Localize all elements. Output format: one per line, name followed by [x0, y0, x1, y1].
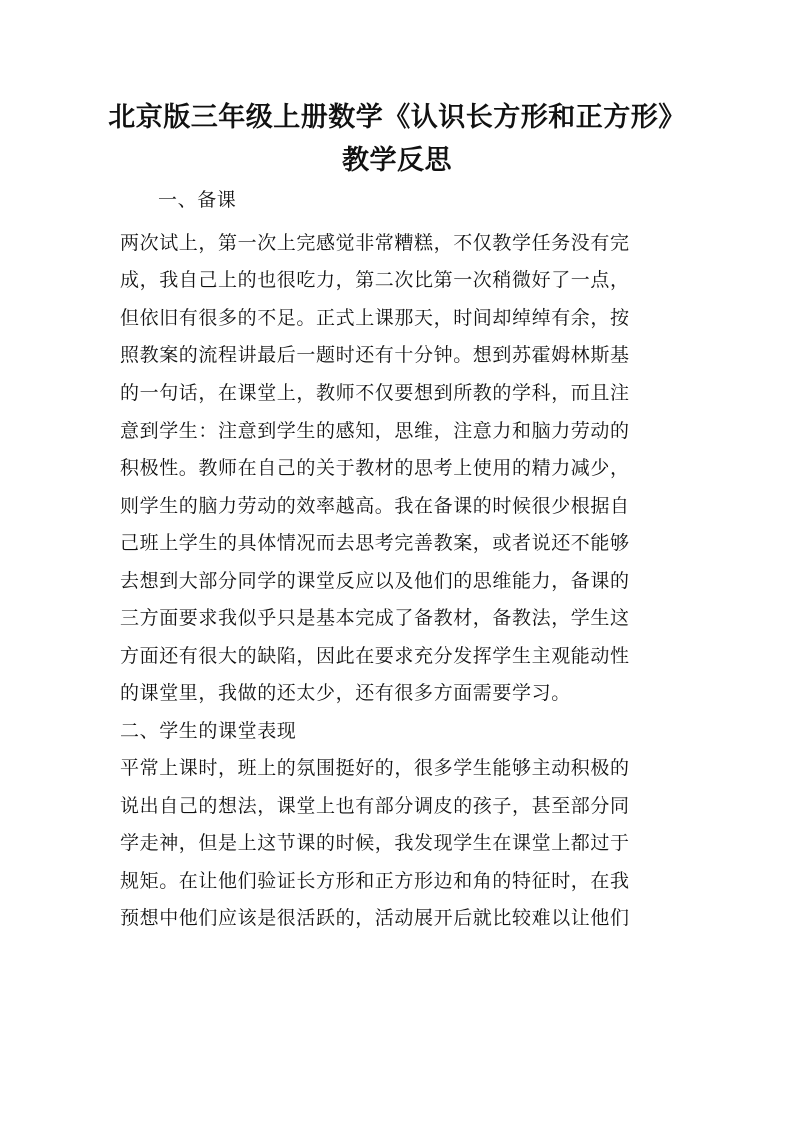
paragraph-line: 意到学生：注意到学生的感知，思维，注意力和脑力劳动的	[120, 420, 630, 442]
paragraph-line: 但依旧有很多的不足。正式上课那天，时间却绰绰有余，按	[120, 307, 630, 329]
paragraph-line: 平常上课时，班上的氛围挺好的，很多学生能够主动积极的	[120, 757, 630, 779]
paragraph-line: 照教案的流程讲最后一题时还有十分钟。想到苏霍姆林斯基	[120, 344, 630, 366]
paragraph-line: 的一句话，在课堂上，教师不仅要想到所教的学科，而且注	[120, 382, 630, 404]
paragraph-line: 规矩。在让他们验证长方形和正方形边和角的特征时，在我	[120, 870, 630, 892]
paragraph-line: 的课堂里，我做的还太少，还有很多方面需要学习。	[120, 682, 571, 704]
paragraph-line: 三方面要求我似乎只是基本完成了备教材，备教法，学生这	[120, 607, 630, 629]
paragraph-line: 方面还有很大的缺陷，因此在要求充分发挥学生主观能动性	[120, 645, 630, 667]
paragraph-line: 积极性。教师在自己的关于教材的思考上使用的精力减少，	[120, 457, 630, 479]
document-title-line-2: 教学反思	[342, 145, 452, 176]
section-heading-preparation: 一、备课	[158, 189, 237, 211]
paragraph-line: 两次试上，第一次上完感觉非常糟糕，不仅教学任务没有完	[120, 232, 630, 254]
document-title-line-1: 北京版三年级上册数学《认识长方形和正方形》	[108, 102, 686, 133]
paragraph-line: 去想到大部分同学的课堂反应以及他们的思维能力，备课的	[120, 570, 630, 592]
paragraph-line: 成，我自己上的也很吃力，第二次比第一次稍微好了一点，	[120, 269, 630, 291]
paragraph-line: 预想中他们应该是很活跃的，活动展开后就比较难以让他们	[120, 907, 630, 929]
section-heading-student-performance: 二、学生的课堂表现	[120, 720, 297, 742]
paragraph-line: 说出自己的想法，课堂上也有部分调皮的孩子，甚至部分同	[120, 795, 630, 817]
paragraph-line: 则学生的脑力劳动的效率越高。我在备课的时候很少根据自	[120, 495, 630, 517]
paragraph-line: 己班上学生的具体情况而去思考完善教案，或者说还不能够	[120, 532, 630, 554]
paragraph-line: 学走神，但是上这节课的时候，我发现学生在课堂上都过于	[120, 832, 630, 854]
